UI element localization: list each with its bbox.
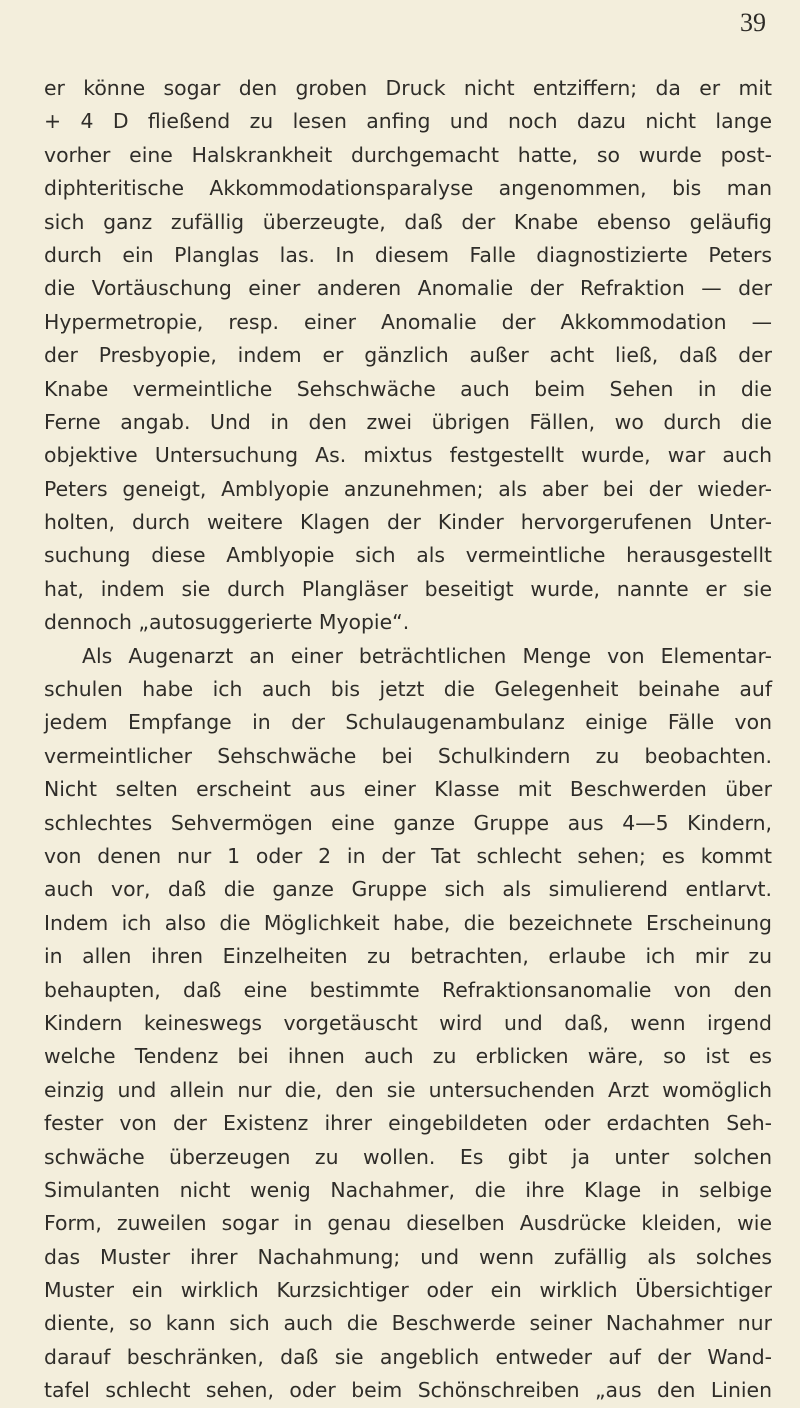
text-line: das Muster ihrer Nachahmung; und wenn zufällig als solches	[44, 1244, 772, 1269]
text-line: Kindern keineswegs vorgetäuscht wird und daß, wenn irgend	[44, 1010, 772, 1035]
text-line: Hypermetropie, resp. einer Anomalie der Akkommodation —	[44, 309, 772, 334]
text-line: sich ganz zufällig überzeugte, daß der Knabe ebenso geläufig	[44, 209, 772, 234]
text-line: hat, indem sie durch Plangläser beseitigt wurde, nannte er sie	[44, 576, 772, 601]
body-text	[44, 72, 772, 1408]
paragraph-start-line: Als Augenarzt an einer beträchtlichen Menge von Elementar-	[82, 643, 772, 668]
text-line: vorher eine Halskrankheit durchgemacht hatte, so wurde post-	[44, 142, 772, 167]
text-line: Knabe vermeintliche Sehschwäche auch beim Sehen in die	[44, 376, 772, 401]
text-line: Nicht selten erscheint aus einer Klasse mit Beschwerden über	[44, 777, 772, 802]
text-line: durch ein Planglas las. In diesem Falle diagnostizierte Peters	[44, 242, 772, 267]
text-line: Simulanten nicht wenig Nachahmer, die ihre Klage in selbige	[44, 1177, 772, 1202]
text-line: tafel schlecht sehen, oder beim Schönschreiben „aus den Linien	[44, 1378, 772, 1403]
text-line: diente, so kann sich auch die Beschwerde seiner Nachahmer nur	[44, 1311, 772, 1336]
text-line: Form, zuweilen sogar in genau dieselben Ausdrücke kleiden, wie	[44, 1211, 772, 1236]
text-line: vermeintlicher Sehschwäche bei Schulkindern zu beobachten.	[44, 743, 772, 768]
text-line: Ferne angab. Und in den zwei übrigen Fällen, wo durch die	[44, 409, 772, 434]
text-line: fester von der Existenz ihrer eingebildeten oder erdachten Seh-	[44, 1111, 772, 1136]
text-line: darauf beschränken, daß sie angeblich entweder auf der Wand-	[44, 1344, 772, 1369]
text-line: objektive Untersuchung As. mixtus festgestellt wurde, war auch	[44, 443, 772, 468]
text-line: schulen habe ich auch bis jetzt die Gelegenheit beinahe auf	[44, 677, 772, 702]
text-line: Muster ein wirklich Kurzsichtiger oder ein wirklich Übersichtiger	[44, 1278, 772, 1303]
text-line: einzig und allein nur die, den sie untersuchenden Arzt womöglich	[44, 1077, 772, 1102]
text-line: Indem ich also die Möglichkeit habe, die bezeichnete Erscheinung	[44, 910, 772, 935]
text-line: die Vortäuschung einer anderen Anomalie der Refraktion — der	[44, 276, 772, 301]
text-line: Peters geneigt, Amblyopie anzunehmen; als aber bei der wieder-	[44, 476, 772, 501]
text-line: holten, durch weitere Klagen der Kinder hervorgerufenen Unter-	[44, 510, 772, 535]
paragraph-end-line: dennoch „autosuggerierte Myopie“.	[44, 610, 410, 635]
text-line: + 4 D fließend zu lesen anfing und noch dazu nicht lange	[44, 109, 772, 134]
text-line: er könne sogar den groben Druck nicht entziffern; da er mit	[44, 76, 772, 100]
text-line: jedem Empfange in der Schulaugenambulanz einige Fälle von	[44, 710, 772, 735]
text-line: behaupten, daß eine bestimmte Refraktionsanomalie von den	[44, 977, 772, 1002]
text-line: schwäche überzeugen zu wollen. Es gibt ja unter solchen	[44, 1144, 772, 1169]
text-line: auch vor, daß die ganze Gruppe sich als simulierend entlarvt.	[44, 877, 772, 902]
text-line: in allen ihren Einzelheiten zu betrachten, erlaube ich mir zu	[44, 944, 772, 969]
page-number: 39	[740, 8, 766, 37]
text-line: suchung diese Amblyopie sich als vermeintliche herausgestellt	[44, 543, 772, 568]
text-line: welche Tendenz bei ihnen auch zu erblicken wäre, so ist es	[44, 1044, 772, 1069]
text-line: von denen nur 1 oder 2 in der Tat schlecht sehen; es kommt	[44, 843, 772, 868]
text-line: der Presbyopie, indem er gänzlich außer acht ließ, daß der	[44, 343, 772, 368]
text-line: schlechtes Sehvermögen eine ganze Gruppe aus 4—5 Kindern,	[44, 810, 772, 835]
text-line: diphteritische Akkommodationsparalyse angenommen, bis man	[44, 176, 772, 201]
